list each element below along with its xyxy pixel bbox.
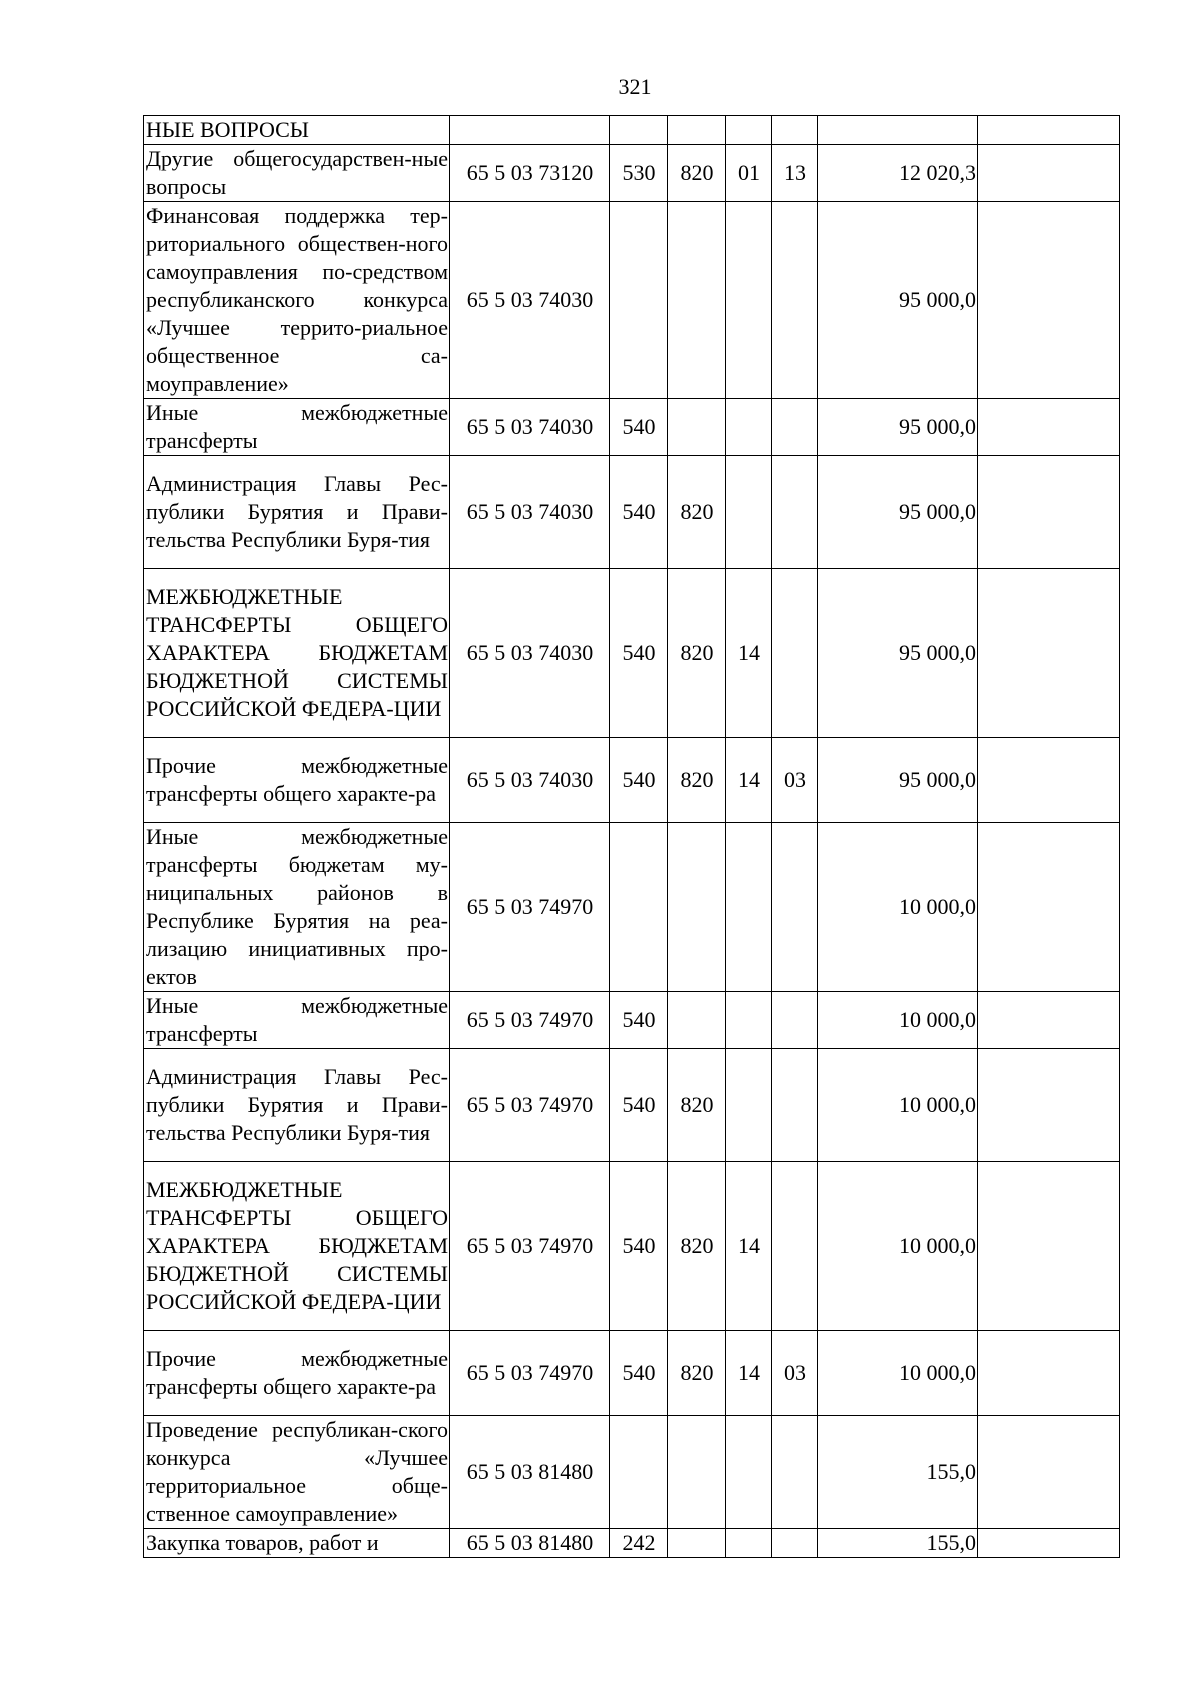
row-code-cell: 65 5 03 74030 [450, 738, 610, 823]
row-amount-cell: 95 000,0 [818, 738, 978, 823]
row-vr-cell [610, 823, 668, 992]
row-code-cell: 65 5 03 74030 [450, 399, 610, 456]
row-pr-cell [772, 1416, 818, 1529]
row-name-cell: МЕЖБЮДЖЕТНЫЕ ТРАНСФЕРТЫ ОБЩЕГО ХАРАКТЕРА БЮДЖЕТАМ БЮДЖЕТНОЙ СИСТЕМЫ РОССИЙСКОЙ ФЕДЕРА-ЦИИ [144, 1162, 450, 1331]
table-row [144, 1049, 1120, 1162]
row-vr-cell: 540 [610, 399, 668, 456]
row-extra-cell [978, 1416, 1120, 1529]
row-pr-cell [772, 1529, 818, 1558]
row-pr-cell: 13 [772, 145, 818, 202]
table-body [144, 116, 1120, 1558]
row-code-cell: 65 5 03 74970 [450, 1162, 610, 1331]
row-extra-cell [978, 823, 1120, 992]
row-vr-cell [610, 202, 668, 399]
row-pr-cell [772, 456, 818, 569]
row-vr-cell: 242 [610, 1529, 668, 1558]
row-extra-cell [978, 1331, 1120, 1416]
row-vr-cell: 530 [610, 145, 668, 202]
row-gr-cell [668, 823, 726, 992]
row-code-cell: 65 5 03 74030 [450, 202, 610, 399]
row-rz-cell [726, 116, 772, 145]
row-name-cell: Проведение республикан-ского конкурса «Лучшее территориальное обще-ственное самоуправление» [144, 1416, 450, 1529]
table-row [144, 399, 1120, 456]
table-row [144, 145, 1120, 202]
table-row [144, 202, 1120, 399]
row-vr-cell: 540 [610, 569, 668, 738]
row-extra-cell [978, 1162, 1120, 1331]
row-pr-cell: 03 [772, 738, 818, 823]
row-rz-cell: 14 [726, 1331, 772, 1416]
row-pr-cell [772, 992, 818, 1049]
row-code-cell: 65 5 03 74970 [450, 1049, 610, 1162]
row-gr-cell: 820 [668, 569, 726, 738]
row-pr-cell [772, 202, 818, 399]
row-code-cell: 65 5 03 74030 [450, 456, 610, 569]
row-name-cell: Администрация Главы Рес-публики Бурятия и Прави-тельства Республики Буря-тия [144, 456, 450, 569]
row-gr-cell [668, 992, 726, 1049]
row-code-cell: 65 5 03 81480 [450, 1529, 610, 1558]
page-number: 321 [618, 74, 652, 99]
table-row [144, 456, 1120, 569]
row-code-cell: 65 5 03 73120 [450, 145, 610, 202]
row-amount-cell: 10 000,0 [818, 1162, 978, 1331]
row-name-cell: Иные межбюджетные трансферты [144, 992, 450, 1049]
row-amount-cell: 12 020,3 [818, 145, 978, 202]
row-name-cell: Администрация Главы Рес-публики Бурятия и Прави-тельства Республики Буря-тия [144, 1049, 450, 1162]
row-rz-cell [726, 202, 772, 399]
row-rz-cell: 01 [726, 145, 772, 202]
row-extra-cell [978, 202, 1120, 399]
row-amount-cell: 95 000,0 [818, 202, 978, 399]
row-name-cell: Иные межбюджетные трансферты бюджетам му-ниципальных районов в Республике Бурятия на реа-лизацию инициативных про-ектов [144, 823, 450, 992]
table-row [144, 1416, 1120, 1529]
row-amount-cell: 155,0 [818, 1529, 978, 1558]
row-gr-cell: 820 [668, 1162, 726, 1331]
row-pr-cell [772, 569, 818, 738]
row-rz-cell [726, 823, 772, 992]
row-vr-cell [610, 116, 668, 145]
row-extra-cell [978, 116, 1120, 145]
row-pr-cell [772, 823, 818, 992]
table-row [144, 992, 1120, 1049]
row-rz-cell [726, 1416, 772, 1529]
row-pr-cell: 03 [772, 1331, 818, 1416]
table-row [144, 1529, 1120, 1558]
row-name-cell: Другие общегосударствен-ные вопросы [144, 145, 450, 202]
row-rz-cell: 14 [726, 1162, 772, 1331]
table-row [144, 116, 1120, 145]
table-row [144, 738, 1120, 823]
row-extra-cell [978, 1529, 1120, 1558]
row-rz-cell: 14 [726, 738, 772, 823]
row-name-cell: Прочие межбюджетные трансферты общего характе-ра [144, 1331, 450, 1416]
row-name-cell: Прочие межбюджетные трансферты общего характе-ра [144, 738, 450, 823]
row-gr-cell: 820 [668, 738, 726, 823]
row-rz-cell [726, 456, 772, 569]
row-extra-cell [978, 456, 1120, 569]
row-gr-cell [668, 399, 726, 456]
row-vr-cell: 540 [610, 1162, 668, 1331]
row-vr-cell [610, 1416, 668, 1529]
table-row [144, 1162, 1120, 1331]
row-gr-cell: 820 [668, 145, 726, 202]
row-amount-cell: 10 000,0 [818, 1049, 978, 1162]
row-name-cell: Финансовая поддержка тер-риториального обществен-ного самоуправления по-средством республиканского конкурса «Лучшее террито-риальное общественное са-моуправление» [144, 202, 450, 399]
row-gr-cell [668, 1416, 726, 1529]
row-code-cell: 65 5 03 74970 [450, 1331, 610, 1416]
row-pr-cell [772, 116, 818, 145]
row-gr-cell: 820 [668, 1331, 726, 1416]
row-amount-cell: 95 000,0 [818, 569, 978, 738]
row-amount-cell [818, 116, 978, 145]
row-rz-cell [726, 1529, 772, 1558]
row-rz-cell [726, 399, 772, 456]
row-name-cell: Закупка товаров, работ и [144, 1529, 450, 1558]
row-code-cell: 65 5 03 74970 [450, 823, 610, 992]
row-gr-cell: 820 [668, 456, 726, 569]
budget-table [143, 115, 1120, 1558]
row-extra-cell [978, 145, 1120, 202]
row-pr-cell [772, 1049, 818, 1162]
row-pr-cell [772, 399, 818, 456]
row-extra-cell [978, 992, 1120, 1049]
row-extra-cell [978, 399, 1120, 456]
table-row [144, 569, 1120, 738]
row-gr-cell: 820 [668, 1049, 726, 1162]
row-vr-cell: 540 [610, 738, 668, 823]
row-extra-cell [978, 1049, 1120, 1162]
row-amount-cell: 155,0 [818, 1416, 978, 1529]
row-code-cell [450, 116, 610, 145]
row-code-cell: 65 5 03 74030 [450, 569, 610, 738]
row-amount-cell: 95 000,0 [818, 456, 978, 569]
row-amount-cell: 10 000,0 [818, 823, 978, 992]
row-gr-cell [668, 116, 726, 145]
row-name-cell: МЕЖБЮДЖЕТНЫЕ ТРАНСФЕРТЫ ОБЩЕГО ХАРАКТЕРА БЮДЖЕТАМ БЮДЖЕТНОЙ СИСТЕМЫ РОССИЙСКОЙ ФЕДЕРА-ЦИИ [144, 569, 450, 738]
row-code-cell: 65 5 03 74970 [450, 992, 610, 1049]
row-gr-cell [668, 202, 726, 399]
table-row [144, 823, 1120, 992]
row-amount-cell: 10 000,0 [818, 992, 978, 1049]
row-vr-cell: 540 [610, 1331, 668, 1416]
row-extra-cell [978, 569, 1120, 738]
row-rz-cell: 14 [726, 569, 772, 738]
row-rz-cell [726, 1049, 772, 1162]
row-extra-cell [978, 738, 1120, 823]
table-row [144, 1331, 1120, 1416]
row-pr-cell [772, 1162, 818, 1331]
row-amount-cell: 95 000,0 [818, 399, 978, 456]
row-vr-cell: 540 [610, 992, 668, 1049]
row-name-cell: Иные межбюджетные трансферты [144, 399, 450, 456]
row-rz-cell [726, 992, 772, 1049]
row-vr-cell: 540 [610, 1049, 668, 1162]
row-name-cell: НЫЕ ВОПРОСЫ [144, 116, 450, 145]
row-amount-cell: 10 000,0 [818, 1331, 978, 1416]
row-code-cell: 65 5 03 81480 [450, 1416, 610, 1529]
row-gr-cell [668, 1529, 726, 1558]
row-vr-cell: 540 [610, 456, 668, 569]
